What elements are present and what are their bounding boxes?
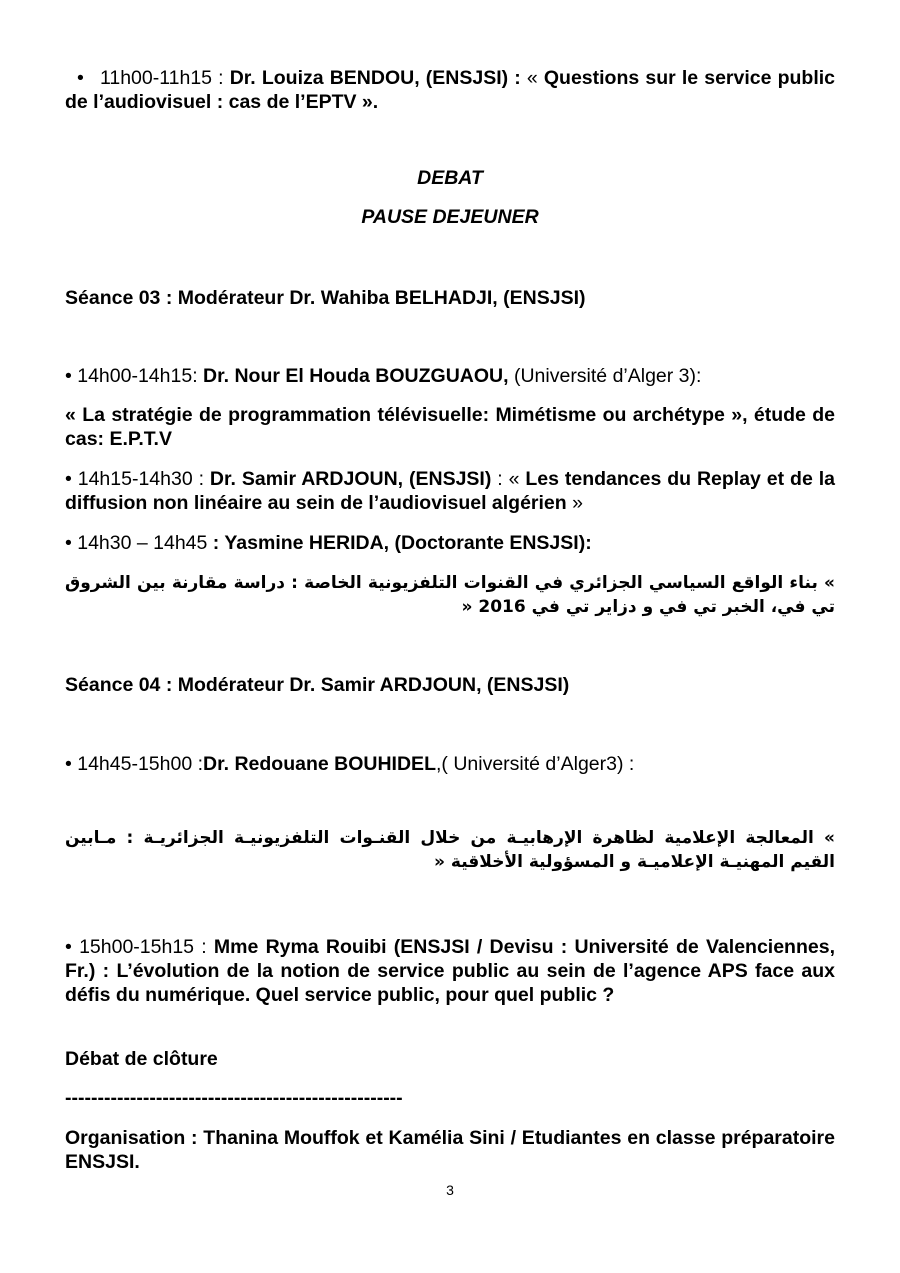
quote-close: »: [566, 492, 583, 514]
page-number: 3: [446, 1182, 454, 1198]
seance-03-heading: Séance 03 : Modérateur Dr. Wahiba BELHADJI, (ENSJSI): [65, 287, 586, 309]
pause-heading: PAUSE DEJEUNER: [361, 206, 539, 228]
affiliation: ,( Université d’Alger3) :: [435, 753, 635, 775]
talk-title: Questions sur le service public de l’audiovisuel : cas de l’EPTV ».: [65, 67, 835, 113]
time-slot: • 15h00-15h15 :: [65, 936, 214, 958]
talk-title: Les tendances du Replay et de la diffusion non linéaire au sein de l’audiovisuel algérien: [65, 468, 835, 514]
session-item-rouibi: [65, 935, 835, 1007]
time-slot: • 14h45-15h00 :: [65, 753, 204, 775]
talk-description: Mme Ryma Rouibi (ENSJSI / Devisu : Université de Valenciennes, Fr.) : L’évolution de la notion de service public au sein de l’agence APS face aux défis du numérique. Quel service public, pour quel public ?: [65, 936, 835, 1006]
session-item-bendou: [65, 66, 835, 114]
debat-heading: DEBAT: [417, 167, 483, 189]
time-slot: • 14h30 – 14h45: [65, 532, 213, 554]
speaker-name: : Yasmine HERIDA, (Doctorante ENSJSI):: [212, 532, 592, 554]
session-item-bouzguaou: [65, 364, 835, 388]
separator: : «: [491, 468, 526, 490]
session-item-herida: [65, 531, 835, 555]
talk-title-bouzguaou: « La stratégie de programmation télévisuelle: Mimétisme ou archétype », étude de cas: E.P.T.V: [65, 404, 835, 450]
closing-debate: Débat de clôture: [65, 1048, 218, 1070]
speaker-name: Dr. Samir ARDJOUN, (ENSJSI): [209, 468, 492, 490]
time-slot: • 14h00-14h15:: [65, 365, 204, 387]
bullet: •: [77, 67, 84, 89]
affiliation: (Université d’Alger 3):: [508, 365, 702, 387]
speaker-name: Dr. Louiza BENDOU, (ENSJSI) :: [229, 67, 527, 89]
speaker-name: Dr. Nour El Houda BOUZGUAOU,: [203, 365, 509, 387]
talk-title-bouhidel-arabic: » المعالجة الإعلامية لظاهرة الإرهابيـة من خلال القنـوات التلفزيونيـة الجزائريـة : مـابين القيم المهنيـة الإعلاميـة و المسؤولية الأخلاقية «: [65, 828, 835, 872]
seance-04-heading: Séance 04 : Modérateur Dr. Samir ARDJOUN, (ENSJSI): [65, 674, 570, 696]
talk-title-herida-arabic: » بناء الواقع السياسي الجزائري في القنوات التلفزيونية الخاصة : دراسة مقارنة بين الشروق تي في، الخبر تي في و دزاير تي في 2016 «: [65, 573, 835, 617]
divider-line: ----------------------------------------------------: [65, 1087, 403, 1109]
organisation-note: Organisation : Thanina Mouffok et Kamélia Sini / Etudiantes en classe préparatoire ENSJSI.: [65, 1127, 835, 1173]
time-slot: 11h00-11h15 :: [99, 67, 230, 89]
session-item-bouhidel: [65, 752, 835, 776]
time-slot: • 14h15-14h30 :: [65, 468, 210, 490]
speaker-name: Dr. Redouane BOUHIDEL: [203, 753, 436, 775]
session-item-ardjoun: [65, 467, 835, 515]
quote-open: «: [526, 67, 544, 89]
